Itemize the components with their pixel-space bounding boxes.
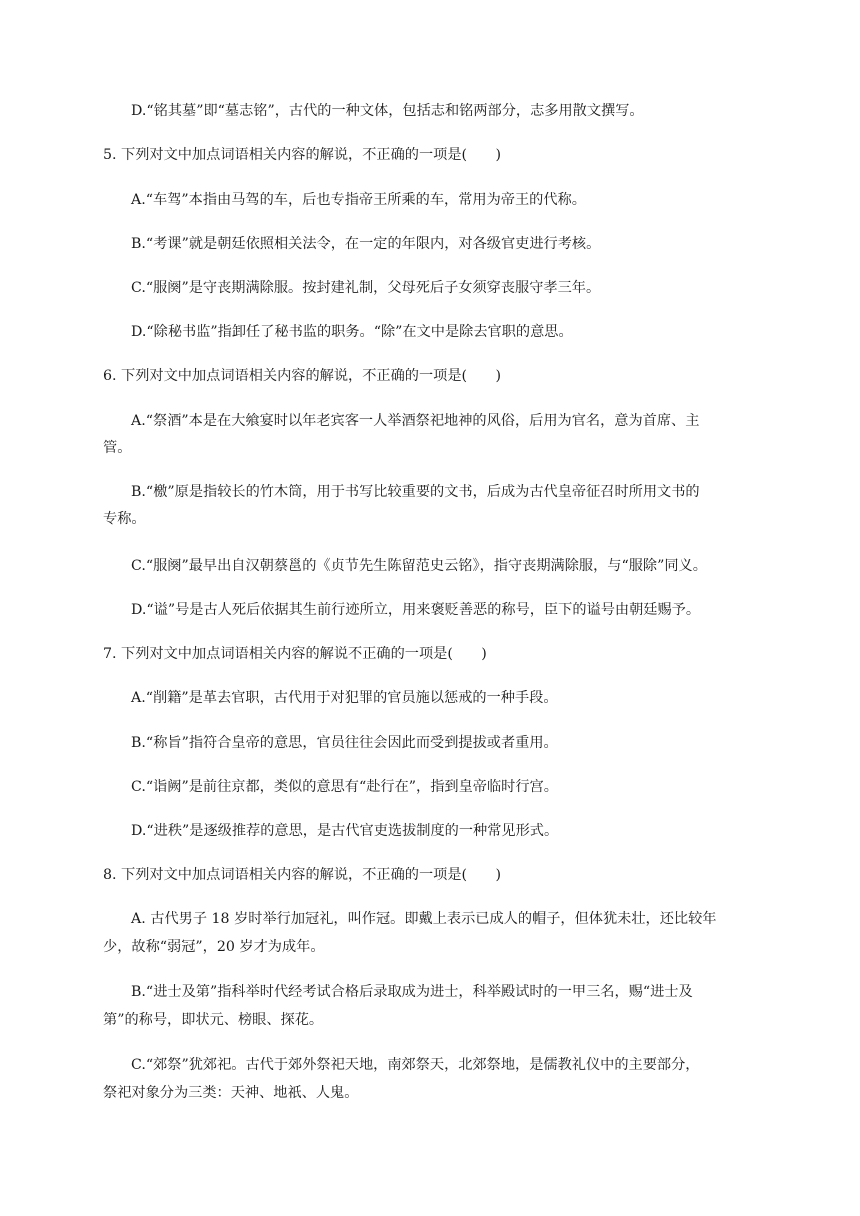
q6-option-a-cont: 管。 bbox=[103, 440, 132, 456]
q7-option-d: D.“进秩”是逐级推荐的意思，是古代官吏选拔制度的一种常见形式。 bbox=[131, 823, 559, 839]
q8-option-b-cont: 第”的称号，即状元、榜眼、探花。 bbox=[103, 1012, 324, 1028]
q4-option-d: D.“铭其墓”即“墓志铭”，古代的一种文体，包括志和铭两部分，志多用散文撰写。 bbox=[131, 103, 644, 119]
q6-option-b: B.“檄”原是指较长的竹木筒，用于书写比较重要的文书，后成为古代皇帝征召时所用文书的 bbox=[131, 484, 700, 500]
q8-option-a: A. 古代男子 18 岁时举行加冠礼，叫作冠。即戴上表示已成人的帽子，但体犹未壮，还比较年 bbox=[131, 911, 717, 927]
q5-option-c: C.“服阕”是守丧期满除服。按封建礼制，父母死后子女须穿丧服守孝三年。 bbox=[131, 280, 601, 296]
q5-option-a: A.“车驾”本指由马驾的车，后也专指帝王所乘的车，常用为帝王的代称。 bbox=[131, 192, 586, 208]
q8-option-b: B.“进士及第”指科举时代经考试合格后录取成为进士，科举殿试时的一甲三名，赐“进士及 bbox=[131, 984, 693, 1000]
q8-option-c: C.“郊祭”犹郊祀。古代于郊外祭祀天地，南郊祭天，北郊祭地，是儒教礼仪中的主要部分， bbox=[131, 1057, 700, 1073]
q8-option-c-cont: 祭祀对象分为三类：天神、地祇、人鬼。 bbox=[103, 1085, 359, 1101]
q7-option-b: B.“称旨”指符合皇帝的意思，官员往往会因此而受到提拔或者重用。 bbox=[131, 735, 558, 751]
q6-option-d: D.“谥”号是古人死后依据其生前行迹所立，用来褒贬善恶的称号，臣下的谥号由朝廷赐予。 bbox=[131, 602, 701, 618]
q7-option-a: A.“削籍”是革去官职，古代用于对犯罪的官员施以惩戒的一种手段。 bbox=[131, 690, 558, 706]
question-6-stem: 6. 下列对文中加点词语相关内容的解说，不正确的一项是( ) bbox=[103, 368, 501, 384]
q6-option-b-cont: 专称。 bbox=[103, 511, 146, 527]
q6-option-a: A.“祭酒”本是在大飨宴时以年老宾客一人举酒祭祀地神的风俗，后用为官名，意为首席、主 bbox=[131, 413, 700, 429]
q8-option-a-cont: 少，故称“弱冠”，20 岁才为成年。 bbox=[103, 939, 325, 955]
q7-option-c: C.“诣阙”是前往京都，类似的意思有“赴行在”，指到皇帝临时行宫。 bbox=[131, 779, 558, 795]
question-5-stem: 5. 下列对文中加点词语相关内容的解说，不正确的一项是( ) bbox=[103, 147, 501, 163]
question-7-stem: 7. 下列对文中加点词语相关内容的解说不正确的一项是( ) bbox=[103, 646, 487, 662]
q6-option-c: C.“服阕”最早出自汉朝蔡邕的《贞节先生陈留范史云铭》，指守丧期满除服，与“服除”同义。 bbox=[131, 558, 707, 574]
q5-option-b: B.“考课”就是朝廷依照相关法令，在一定的年限内，对各级官吏进行考核。 bbox=[131, 236, 601, 252]
q5-option-d: D.“除秘书监”指卸任了秘书监的职务。“除”在文中是除去官职的意思。 bbox=[131, 324, 573, 340]
question-8-stem: 8. 下列对文中加点词语相关内容的解说，不正确的一项是( ) bbox=[103, 867, 501, 883]
